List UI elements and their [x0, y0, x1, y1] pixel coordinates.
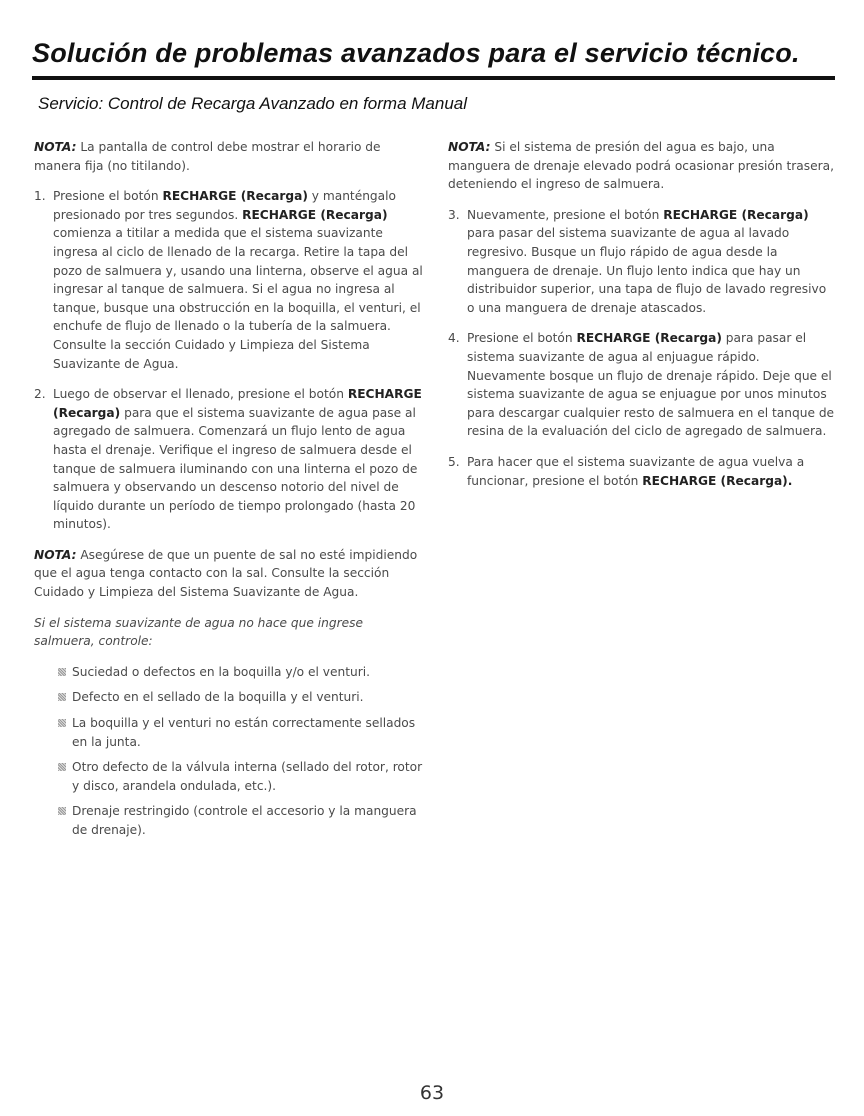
list-item — [34, 663, 426, 682]
recharge-button-ref: RECHARGE (Recarga) — [576, 331, 722, 346]
bullet-square-icon — [58, 668, 66, 676]
step-5 — [448, 453, 836, 490]
step-text: Presione el botón — [53, 189, 163, 204]
step-number: 5. — [448, 454, 460, 469]
check-intro: Si el sistema suavizante de agua no hace que ingrese salmuera, controle: — [34, 615, 363, 649]
note-label: NOTA: — [448, 140, 491, 154]
list-item — [34, 802, 426, 839]
note-display — [34, 138, 426, 175]
step-text: Para hacer que el sistema suavizante de agua vuelva a funcionar, presione el botón — [467, 454, 805, 488]
step-1 — [34, 187, 426, 373]
note-text: Si el sistema de presión del agua es bajo, una manguera de drenaje elevado podrá ocasionar presión trasera, deteniendo el ingreso de salmuera. — [448, 140, 834, 192]
note-label: NOTA: — [34, 547, 77, 562]
step-number: 1. — [34, 189, 46, 204]
recharge-button-ref: RECHARGE (Recarga) — [242, 207, 388, 222]
step-2 — [34, 385, 426, 534]
right-column — [448, 138, 836, 502]
list-item — [34, 688, 426, 707]
steps-list-left — [34, 187, 426, 534]
bullet-square-icon — [58, 693, 66, 701]
note-text: Asegúrese de que un puente de sal no esté impidiendo que el agua tenga contacto con la sal. Consulte la sección Cuidado y Limpieza del Sistema Suavizante de Agua. — [34, 547, 418, 600]
step-number: 2. — [34, 387, 46, 402]
step-text: para pasar del sistema suavizante de agua al lavado regresivo. Busque un flujo rápido de agua desde la manguera de drenaje. Un flujo lento indica que hay un distribuidor superior, una tapa de flujo de lavado regresivo o una manguera de drenaje atascados. — [467, 226, 827, 315]
note-salt-bridge — [34, 546, 426, 602]
note-label: NOTA: — [34, 140, 77, 154]
list-item-text: Drenaje restringido (controle el accesorio y la manguera de drenaje). — [72, 804, 417, 837]
step-text: Presione el botón — [467, 331, 577, 346]
recharge-button-ref: RECHARGE (Recarga) — [53, 387, 422, 420]
list-item-text: La boquilla y el venturi no están correctamente sellados en la junta. — [72, 716, 416, 749]
note-low-pressure — [448, 138, 836, 194]
page-title: Solución de problemas avanzados para el servicio técnico. — [32, 38, 800, 68]
step-number: 4. — [448, 331, 460, 346]
list-item-text: Otro defecto de la válvula interna (sellado del rotor, rotor y disco, arandela ondulada, etc.). — [72, 760, 423, 793]
recharge-button-ref: RECHARGE (Recarga) — [162, 189, 308, 204]
list-item-text: Suciedad o defectos en la boquilla y/o el venturi. — [72, 664, 370, 679]
title-rule — [32, 76, 835, 80]
steps-list-right — [448, 206, 836, 490]
bullet-square-icon — [58, 719, 66, 727]
list-item-text: Defecto en el sellado de la boquilla y el venturi. — [72, 690, 364, 705]
section-subtitle: Servicio: Control de Recarga Avanzado en forma Manual — [38, 94, 468, 113]
recharge-button-ref: RECHARGE (Recarga). — [642, 473, 793, 488]
step-text: para que el sistema suavizante de agua pase al agregado de salmuera. Comenzará un flujo lento de agua hasta el drenaje. Verifique el ingreso de salmuera desde el tanque de salmuera iluminando con una linterna el pozo de salmuera y observando un descenso notorio del nivel de líquido durante un período de tiempo prolongado (hasta 20 minutos). — [53, 405, 418, 532]
step-text: Nuevamente, presione el botón — [467, 207, 664, 222]
step-text: y manténgalo presionado por tres segundos. — [53, 189, 396, 222]
note-text: La pantalla de control debe mostrar el horario de manera fija (no titilando). — [34, 140, 381, 173]
step-text: para pasar el sistema suavizante de agua al enjuague rápido. Nuevamente bosque un flujo de drenaje rápido. Deje que el sistema suavizante de agua se enjuague por unos minutos para descargar cualquier resto de salmuera en el tanque de resina de la evaluación del ciclo de agregado de salmuera. — [467, 331, 835, 439]
step-4 — [448, 329, 836, 441]
check-list — [34, 663, 426, 840]
recharge-button-ref: RECHARGE (Recarga) — [663, 207, 809, 222]
step-text: comienza a titilar a medida que el sistema suavizante ingresa al ciclo de llenado de la recarga. Retire la tapa del pozo de salmuera y, usando una linterna, observe el agua al ingresar al tanque de salmuera. Si el agua no ingresa al tanque, busque una obstrucción en la boquilla, el venturi, el enchufe de flujo de llenado o la tubería de la salmuera. Consulte la sección Cuidado y Limpieza del Sistema Suavizante de Agua. — [53, 226, 423, 371]
bullet-square-icon — [58, 763, 66, 771]
step-number: 3. — [448, 207, 460, 222]
list-item — [34, 758, 426, 795]
step-text: Luego de observar el llenado, presione el botón — [53, 387, 348, 402]
page-number: 63 — [419, 1082, 445, 1104]
left-column — [34, 138, 426, 847]
list-item — [34, 714, 426, 751]
step-3 — [448, 206, 836, 318]
bullet-square-icon — [58, 807, 66, 815]
